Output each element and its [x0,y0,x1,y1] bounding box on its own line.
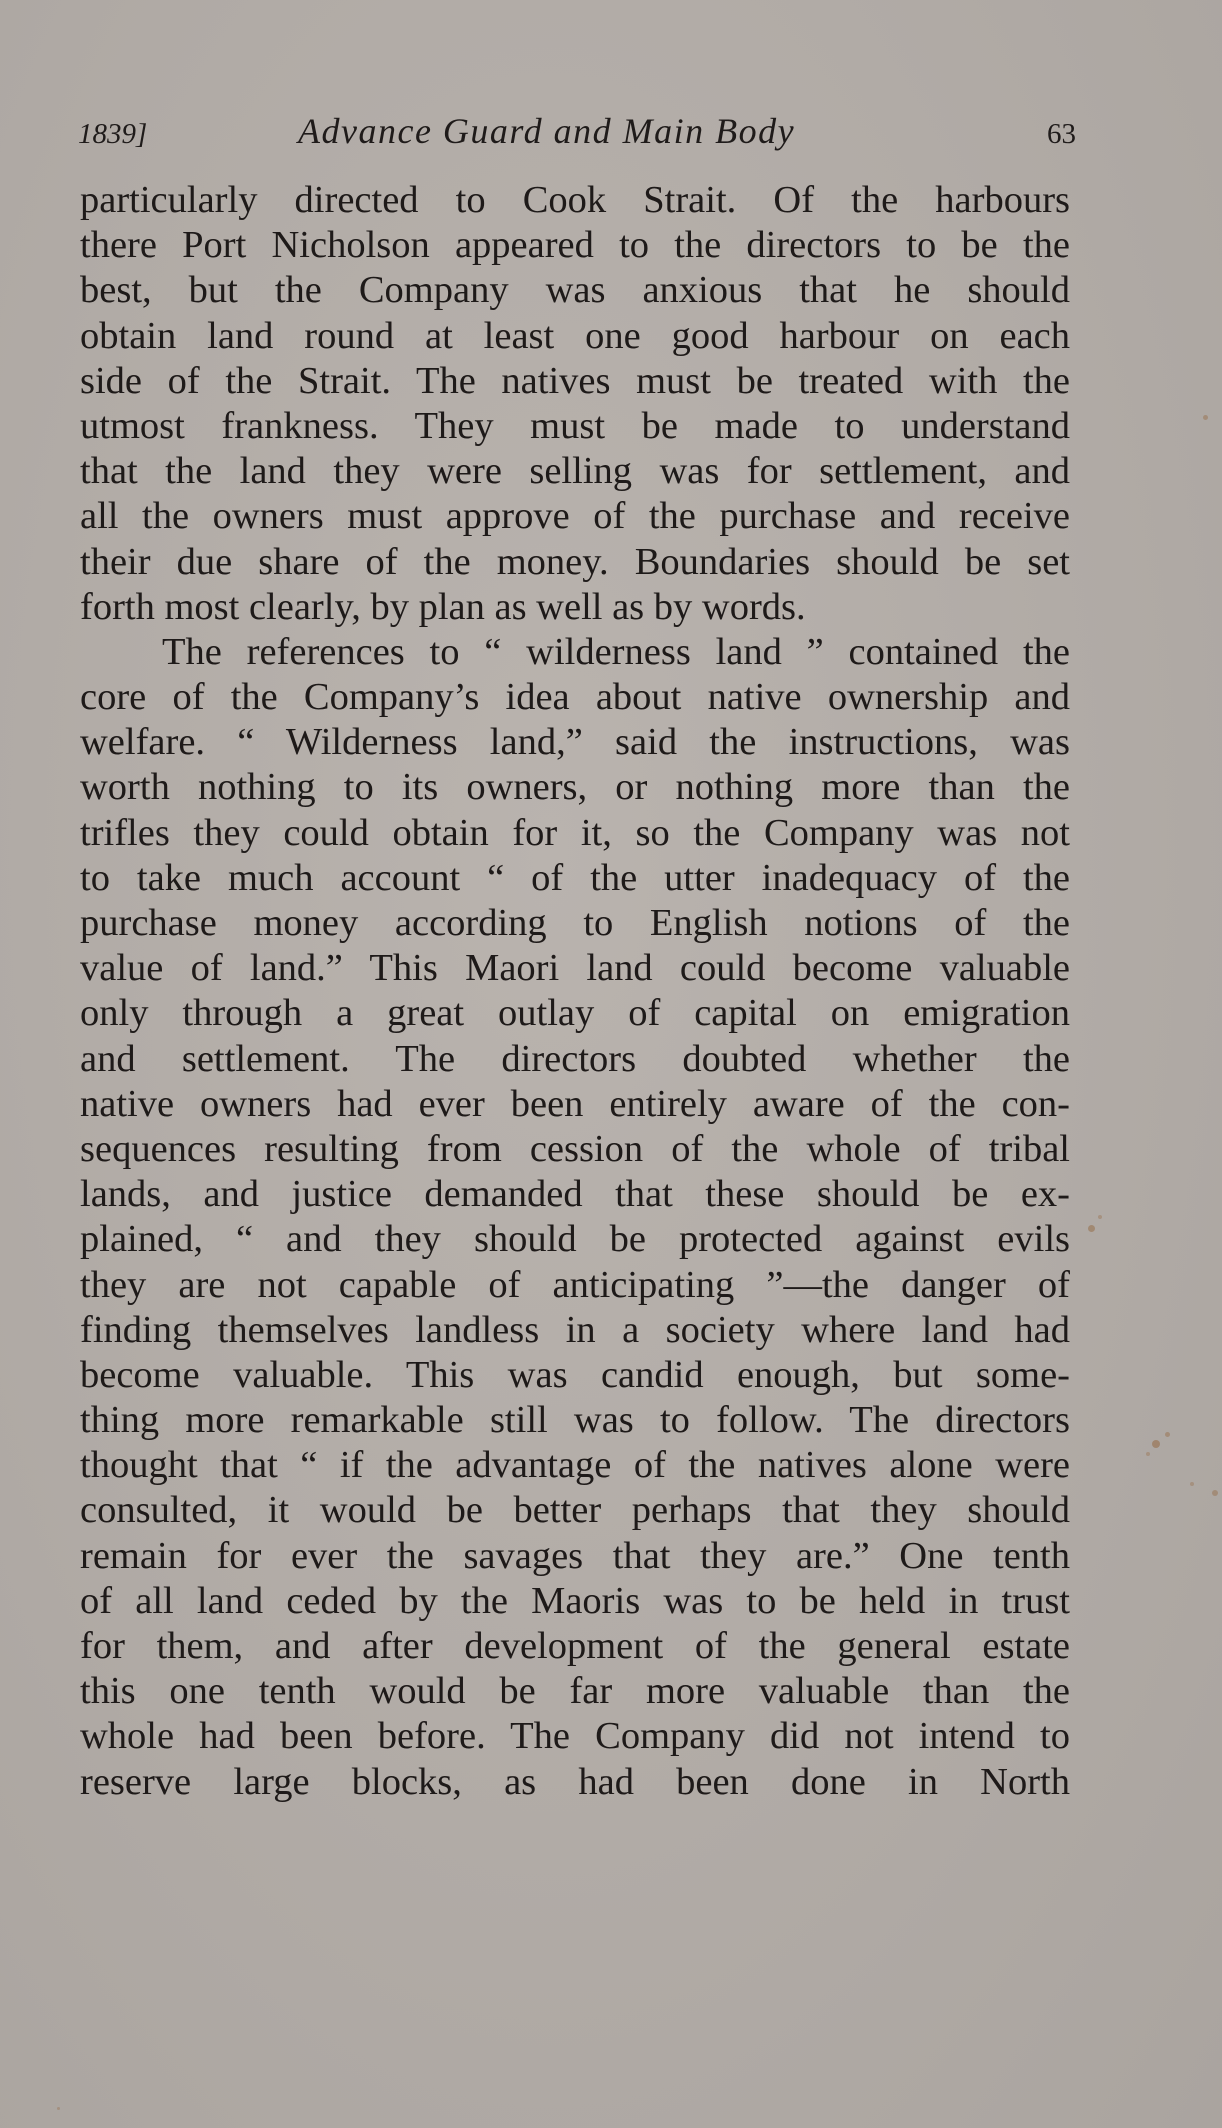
text-line: all the owners must approve of the purchase and receive [80,495,1070,538]
text-line: thing more remarkable still was to follow. The directors [80,1399,1070,1442]
text-line: trifles they could obtain for it, so the Company was not [80,811,1070,854]
body-text [80,178,1070,1805]
paper-speck [57,2107,60,2110]
paper-speck [1190,1482,1194,1486]
text-line: of all land ceded by the Maoris was to be held in trust [80,1579,1070,1622]
text-line: value of land.” This Maori land could become valuable [80,947,1070,990]
text-line: there Port Nicholson appeared to the directors to be the [80,224,1070,267]
text-line: native owners had ever been entirely aware of the con- [80,1082,1070,1125]
text-line: particularly directed to Cook Strait. Of the harbours [80,179,1070,221]
text-line: remain for ever the savages that they are.” One tenth [80,1534,1070,1577]
text-line: consulted, it would be better perhaps that they should [80,1489,1070,1532]
text-line: and settlement. The directors doubted whether the [80,1037,1070,1080]
text-line: become valuable. This was candid enough, but some- [80,1353,1070,1396]
text-line: that the land they were selling was for settlement, and [80,450,1070,493]
text-line: to take much account “ of the utter inadequacy of the [80,856,1070,899]
running-head-title: Advance Guard and Main Body [298,111,796,151]
running-head-year: 1839] [78,118,148,150]
paper-speck [1146,1452,1150,1456]
page-number: 63 [1047,118,1076,150]
text-line: sequences resulting from cession of the whole of tribal [80,1127,1070,1170]
paper-speck [1212,1490,1218,1496]
text-line: plained, “ and they should be protected against evils [80,1218,1070,1261]
text-line: they are not capable of anticipating ”—the danger of [80,1263,1070,1306]
text-line: core of the Company’s idea about native ownership and [80,676,1070,719]
text-line: for them, and after development of the general estate [80,1625,1070,1667]
text-line: their due share of the money. Boundaries should be set [80,540,1070,583]
text-line: best, but the Company was anxious that he should [80,269,1070,312]
text-line: only through a great outlay of capital on emigration [80,992,1070,1035]
text-line: this one tenth would be far more valuable than the [80,1670,1070,1713]
paper-speck [1152,1440,1160,1448]
paper-speck [1203,415,1208,420]
text-line: forth most clearly, by plan as well as by words. [80,585,806,628]
running-head [78,110,1076,160]
text-line: The references to “ wilderness land ” contained the [162,630,1070,673]
text-line: finding themselves landless in a society where land had [80,1308,1070,1351]
paper-speck [1098,1215,1102,1219]
text-line: utmost frankness. They must be made to understand [80,404,1070,447]
text-line: worth nothing to its owners, or nothing more than the [80,766,1070,809]
text-line: reserve large blocks, as had been done in North [80,1760,1070,1803]
paper-speck [1165,1432,1170,1437]
text-line: welfare. “ Wilderness land,” said the instructions, was [80,721,1070,764]
text-line: whole had been before. The Company did not intend to [80,1715,1070,1758]
text-line: side of the Strait. The natives must be treated with the [80,359,1070,402]
text-line: obtain land round at least one good harbour on each [80,314,1070,357]
paper-speck [1088,1225,1095,1232]
text-line: lands, and justice demanded that these should be ex- [80,1173,1070,1216]
text-line: purchase money according to English notions of the [80,902,1070,944]
text-line: thought that “ if the advantage of the natives alone were [80,1444,1070,1487]
